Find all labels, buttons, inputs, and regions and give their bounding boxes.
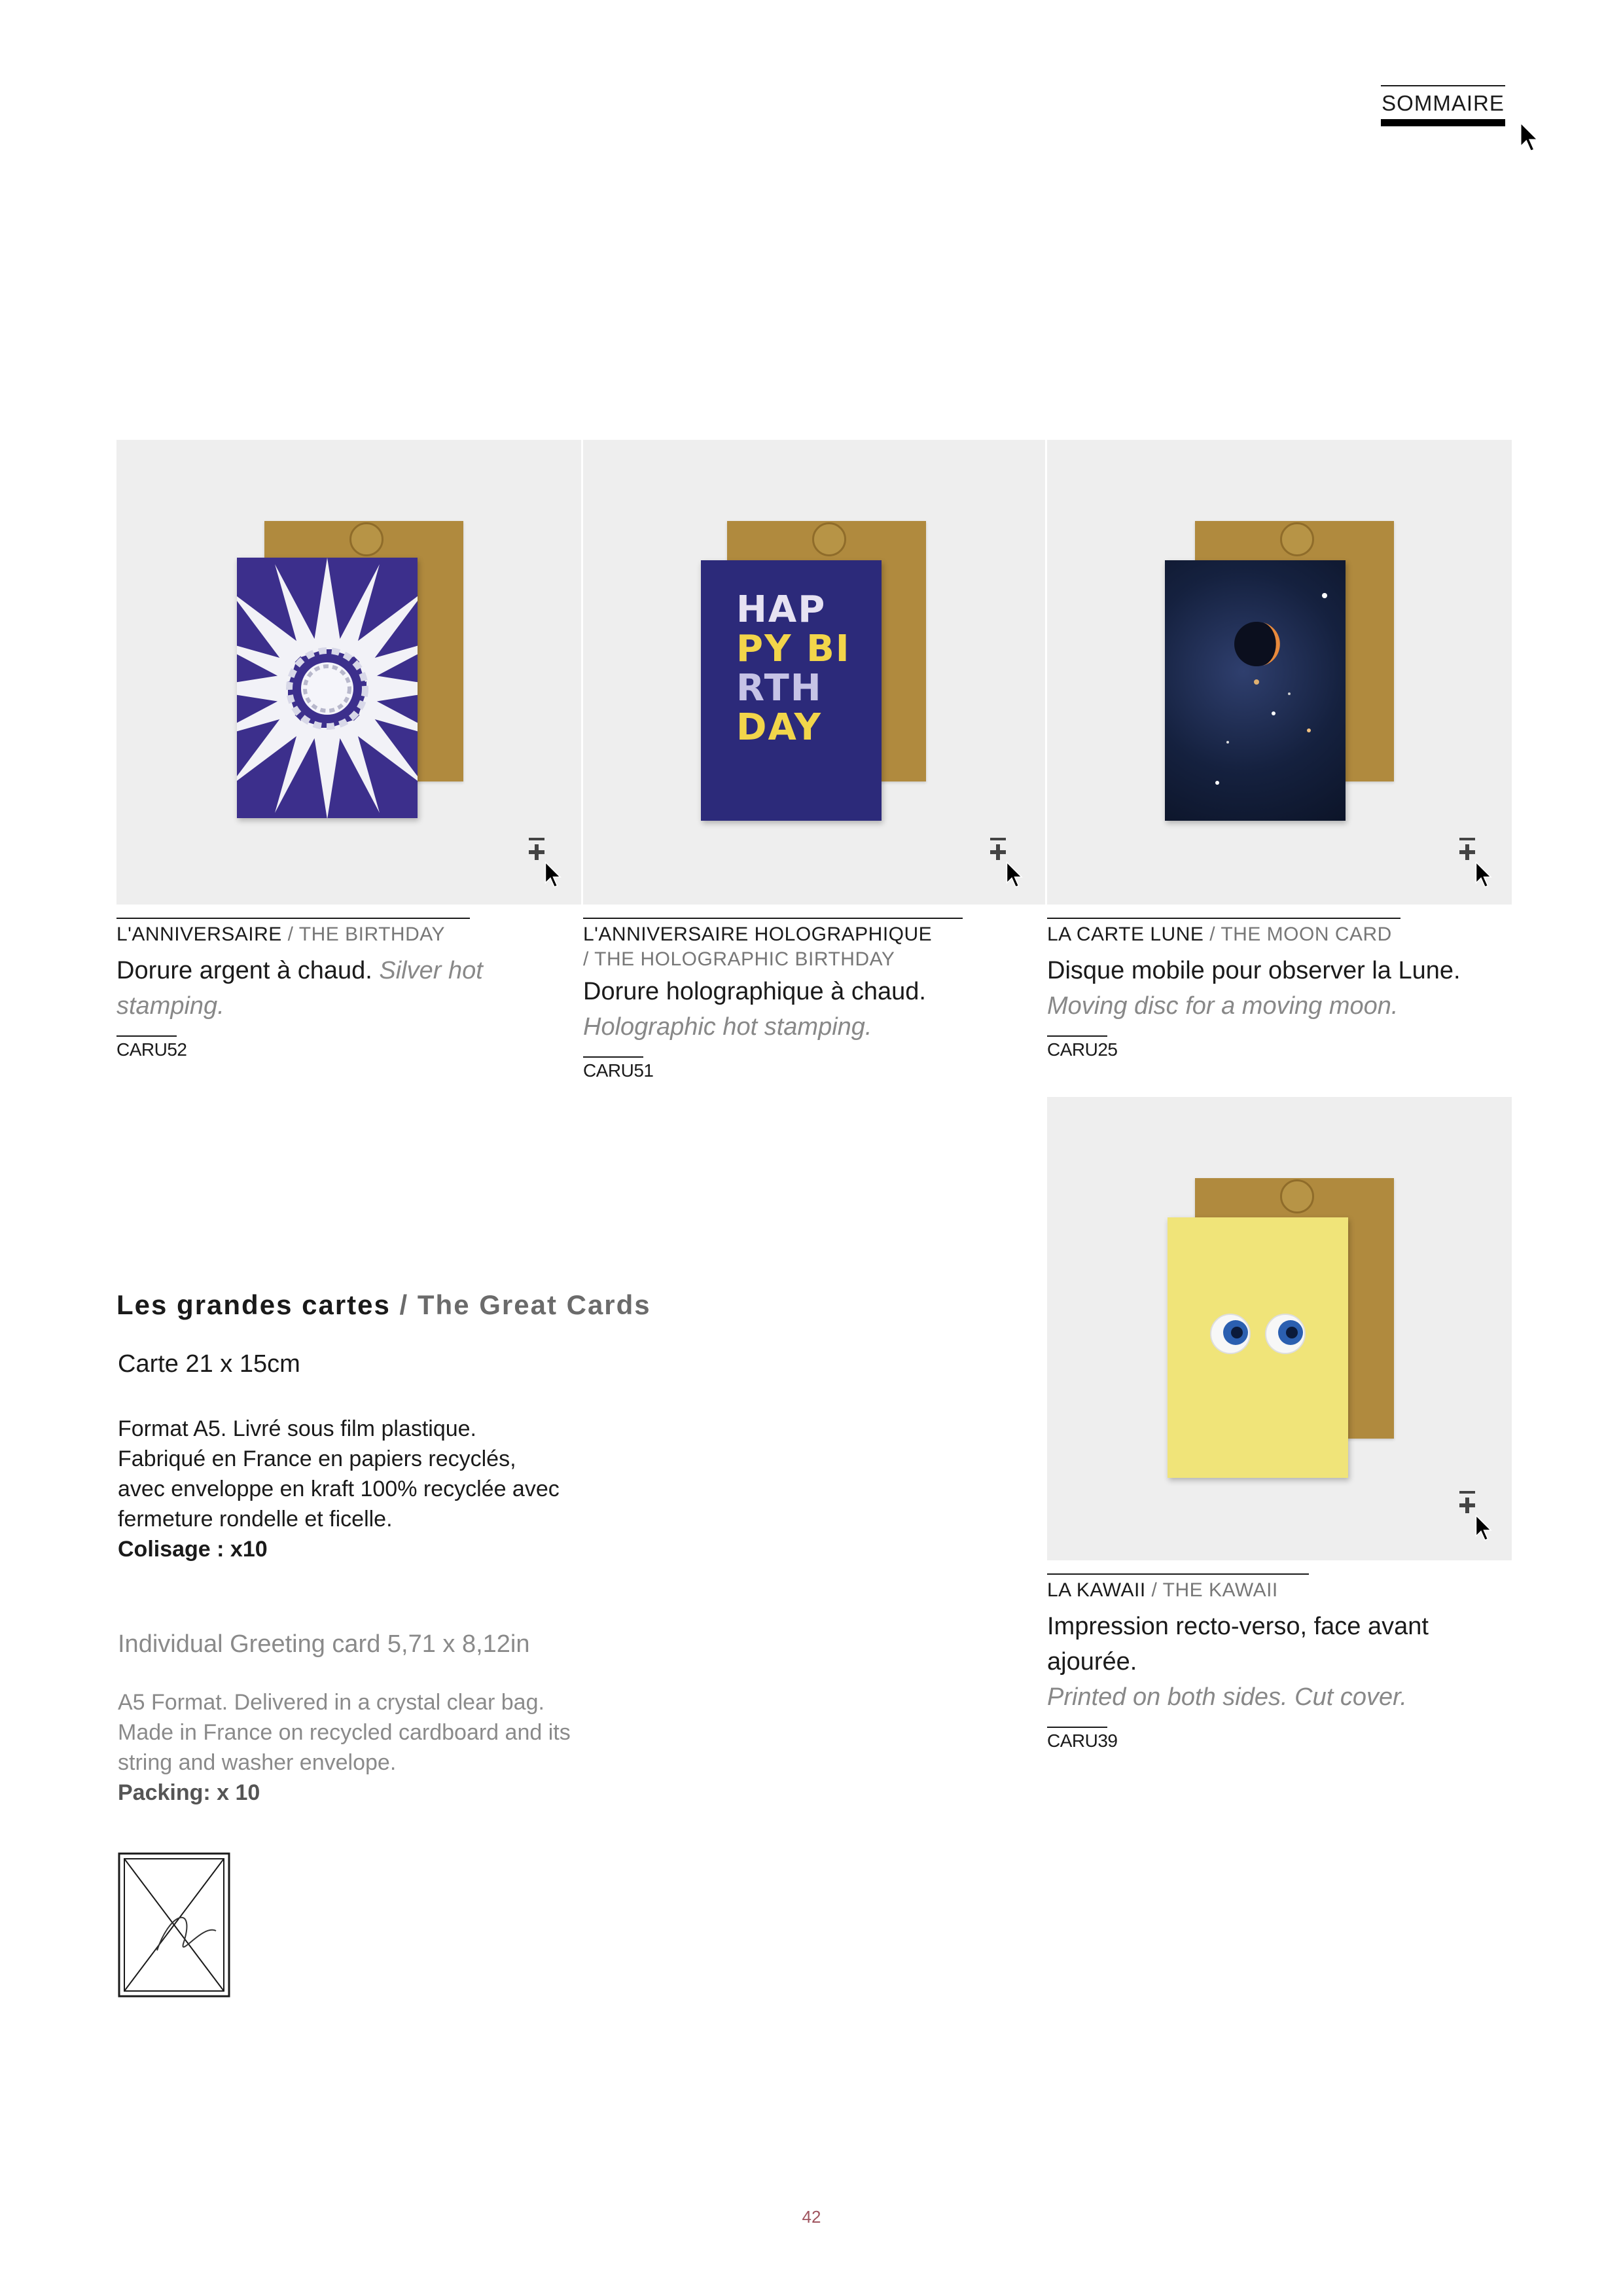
- kawaii-card: [1168, 1217, 1348, 1478]
- body-en-line: A5 Format. Delivered in a crystal clear bag.: [118, 1690, 544, 1715]
- product-name-fr: L'ANNIVERSAIRE: [116, 924, 282, 945]
- product-caption-kawaii: [1047, 1573, 1479, 1751]
- product-desc-fr: Dorure holographique à chaud.: [583, 978, 926, 1005]
- pointer-cursor-icon: [1520, 122, 1542, 153]
- birthday-card: [237, 558, 418, 818]
- envelope-washer: [1280, 1179, 1314, 1213]
- product-name: [583, 922, 950, 973]
- envelope-washer: [1280, 522, 1314, 556]
- googly-eyes-icon: [1168, 1217, 1348, 1478]
- product-photo-kawaii[interactable]: [1047, 1097, 1512, 1560]
- product-name-en: / THE BIRTHDAY: [287, 924, 446, 945]
- product-ref: CARU39: [1047, 1731, 1118, 1751]
- ref-rule: [1047, 1035, 1107, 1037]
- product-desc-en: Printed on both sides. Cut cover.: [1047, 1683, 1407, 1711]
- product-name-en: / THE MOON CARD: [1209, 924, 1392, 945]
- caption-rule: [583, 918, 963, 919]
- product-name-fr: LA CARTE LUNE: [1047, 924, 1204, 945]
- product-desc-fr: Dorure argent à chaud.: [116, 957, 372, 984]
- sommaire-link[interactable]: [1381, 85, 1505, 126]
- product-desc-en: Moving disc for a moving moon.: [1047, 992, 1399, 1020]
- section-title-en: / The Great Cards: [399, 1289, 651, 1320]
- card-text-line: PY BI: [736, 628, 851, 670]
- page-number: 42: [802, 2207, 821, 2227]
- product-ref: CARU52: [116, 1039, 187, 1060]
- zoom-plus-icon[interactable]: [1454, 1490, 1480, 1516]
- product-description: [1047, 953, 1505, 1024]
- card-envelope-logo-icon: [118, 1852, 230, 1998]
- moon-card: [1165, 560, 1346, 821]
- caption-rule: [116, 918, 470, 919]
- pointer-cursor-icon: [1006, 861, 1026, 889]
- ref-rule: [583, 1056, 643, 1058]
- caption-rule: [1047, 1573, 1309, 1575]
- product-name: [1047, 922, 1505, 948]
- product-desc-en: Holographic hot stamping.: [583, 1013, 872, 1041]
- size-fr: Carte 21 x 15cm: [118, 1350, 300, 1378]
- sommaire-label: SOMMAIRE: [1382, 91, 1505, 115]
- product-name: [116, 922, 483, 948]
- product-description: [583, 974, 950, 1045]
- zoom-plus-icon[interactable]: [985, 836, 1011, 863]
- product-name-fr: LA KAWAII: [1047, 1579, 1146, 1601]
- product-caption-holographic: [583, 918, 950, 1081]
- zoom-plus-icon[interactable]: [524, 836, 550, 863]
- product-desc-fr: Impression recto-verso, face avant ajourée.: [1047, 1613, 1429, 1676]
- moon-icon: [1165, 560, 1346, 821]
- holographic-card: [701, 560, 882, 821]
- caption-rule: [1047, 918, 1400, 919]
- body-en-line: Made in France on recycled cardboard and its: [118, 1720, 571, 1745]
- product-name-en: / THE HOLOGRAPHIC BIRTHDAY: [583, 948, 895, 970]
- body-fr: [118, 1414, 641, 1564]
- zoom-plus-icon[interactable]: [1454, 836, 1480, 863]
- body-fr-line: fermeture rondelle et ficelle.: [118, 1507, 393, 1532]
- card-text-line: HAP: [736, 588, 827, 631]
- product-ref: CARU25: [1047, 1039, 1118, 1060]
- card-text-line: RTH: [736, 667, 823, 709]
- packing-en: Packing: x 10: [118, 1780, 260, 1805]
- product-photo-moon[interactable]: [1047, 440, 1512, 905]
- product-name-fr: L'ANNIVERSAIRE HOLOGRAPHIQUE: [583, 924, 933, 945]
- product-photo-birthday[interactable]: [116, 440, 581, 905]
- body-fr-line: Format A5. Livré sous film plastique.: [118, 1416, 477, 1441]
- product-description: [116, 953, 483, 1024]
- sommaire-underline: [1381, 119, 1505, 126]
- body-en: [118, 1687, 654, 1808]
- product-ref: CARU51: [583, 1060, 654, 1081]
- product-desc-en: Silver hot stamping.: [116, 957, 483, 1020]
- size-en: Individual Greeting card 5,71 x 8,12in: [118, 1630, 530, 1658]
- envelope-washer: [349, 522, 383, 556]
- product-desc-fr: Disque mobile pour observer la Lune.: [1047, 957, 1461, 984]
- envelope-washer: [812, 522, 846, 556]
- product-name-en: / THE KAWAII: [1151, 1579, 1278, 1601]
- pointer-cursor-icon: [544, 861, 564, 889]
- product-photo-holographic[interactable]: [583, 440, 1045, 905]
- ref-rule: [116, 1035, 177, 1037]
- pointer-cursor-icon: [1475, 1515, 1495, 1542]
- section-title: [116, 1289, 651, 1321]
- star-pattern-icon: [237, 558, 418, 818]
- product-caption-birthday: [116, 918, 483, 1060]
- body-fr-line: Fabriqué en France en papiers recyclés,: [118, 1446, 516, 1471]
- body-en-line: string and washer envelope.: [118, 1750, 397, 1775]
- product-description: [1047, 1609, 1466, 1715]
- pointer-cursor-icon: [1475, 861, 1495, 889]
- packing-fr: Colisage : x10: [118, 1537, 268, 1562]
- card-text-line: DAY: [736, 706, 823, 749]
- sommaire-top-rule: [1381, 85, 1505, 86]
- product-name: [1047, 1577, 1479, 1604]
- ref-rule: [1047, 1727, 1107, 1728]
- body-fr-line: avec enveloppe en kraft 100% recyclée avec: [118, 1477, 560, 1501]
- section-title-fr: Les grandes cartes: [116, 1289, 391, 1320]
- product-caption-moon: [1047, 918, 1505, 1060]
